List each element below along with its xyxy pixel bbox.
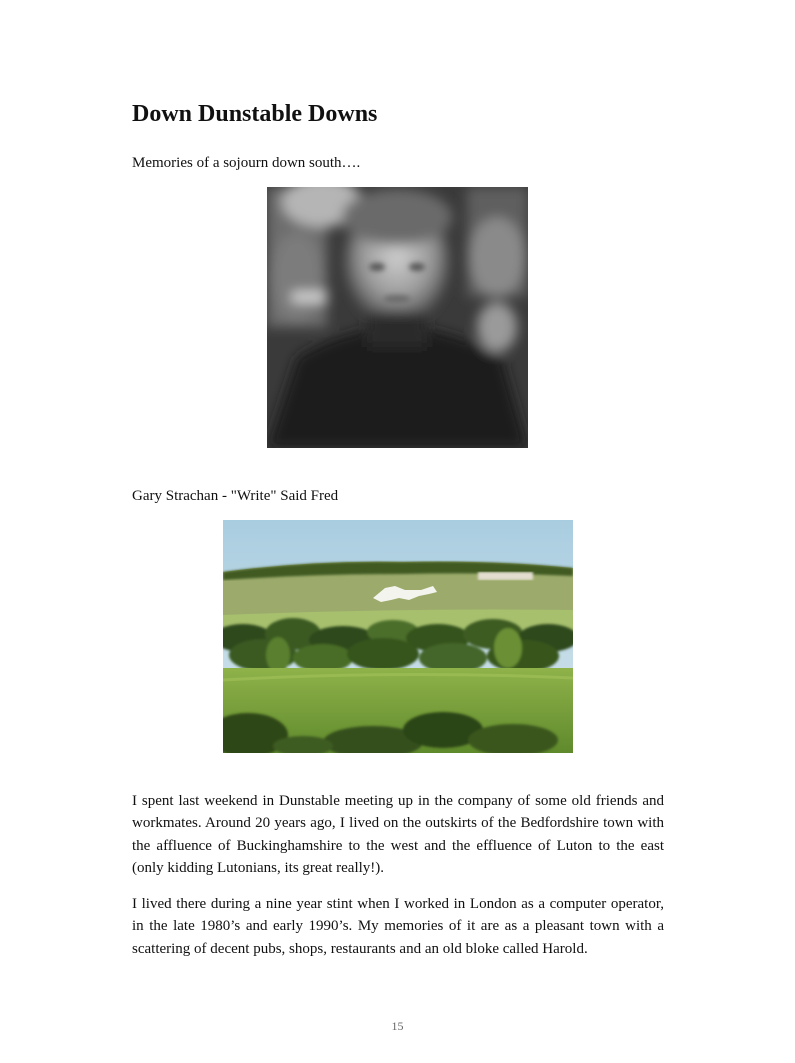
landscape-photo <box>223 520 573 753</box>
portrait-caption: Gary Strachan - "Write" Said Fred <box>132 488 339 504</box>
article-subtitle: Memories of a sojourn down south…. <box>132 155 361 171</box>
body-paragraph-1: I spent last weekend in Dunstable meeting up in the company of some old friends and workmates. Around 20 years ago, I lived on the outskirts of the Bedfordshire town with the affluence of Buckinghamshire to the west and the effluence of Luton to the east (only kidding Lutonians, its great really!). <box>132 793 664 876</box>
article-title: Down Dunstable Downs <box>132 101 378 127</box>
body-paragraph-2: I lived there during a nine year stint when I worked in London as a computer operator, in the late 1980’s and early 1990’s. My memories of it are as a pleasant town with a scattering of decent pubs, shops, restaurants and an old bloke called Harold. <box>132 896 664 957</box>
portrait-photo <box>267 187 528 448</box>
page-number: 15 <box>391 1019 404 1033</box>
